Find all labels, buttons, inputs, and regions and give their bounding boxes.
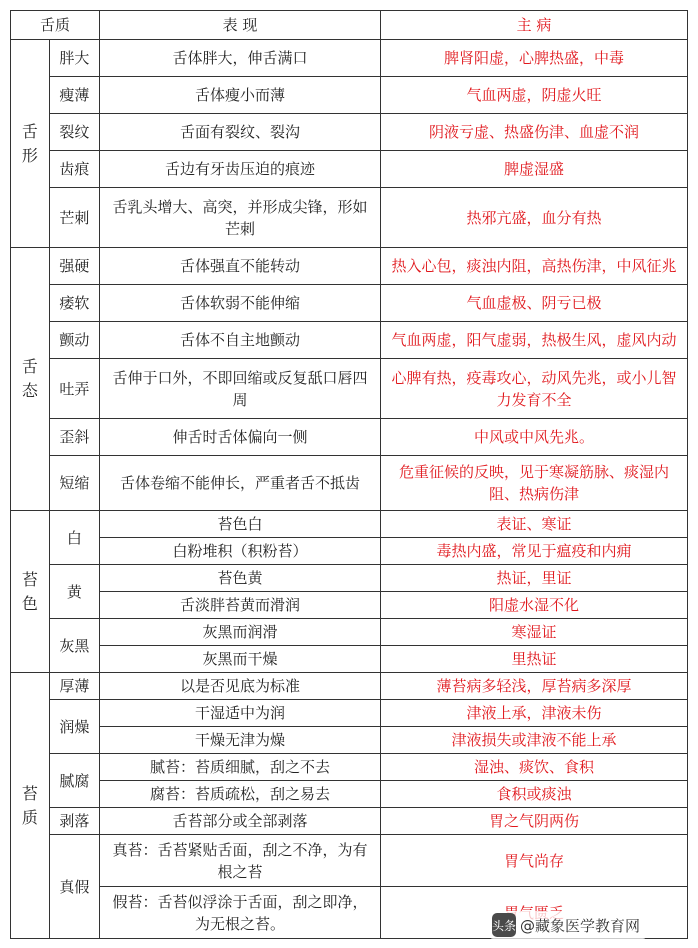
table-row — [11, 538, 688, 565]
row-main-disease: 气血两虚，阳气虚弱，热极生风，虚风内动 — [380, 322, 687, 359]
row-name: 黄 — [49, 565, 99, 619]
row-main-disease: 胃气尚存 — [380, 835, 687, 887]
row-name: 润燥 — [49, 700, 99, 754]
table-row — [11, 565, 688, 592]
row-manifestation: 舌体软弱不能伸缩 — [100, 285, 381, 322]
row-manifestation: 灰黑而润滑 — [100, 619, 381, 646]
row-main-disease: 湿浊、痰饮、食积 — [380, 754, 687, 781]
table-row — [11, 456, 688, 511]
row-manifestation: 干燥无津为燥 — [100, 727, 381, 754]
toutiao-logo-icon: 头条 — [492, 913, 516, 937]
row-manifestation: 舌体卷缩不能伸长，严重者舌不抵齿 — [100, 456, 381, 511]
table-row — [11, 673, 688, 700]
row-manifestation: 舌苔部分或全部剥落 — [100, 808, 381, 835]
header-tongue-quality: 舌质 — [11, 11, 100, 40]
row-main-disease: 危重征候的反映，见于寒凝筋脉、痰湿内阻、热病伤津 — [380, 456, 687, 511]
group-label-coat-color: 苔 色 — [11, 511, 50, 673]
row-name: 胖大 — [49, 40, 99, 77]
table-row — [11, 248, 688, 285]
table-row — [11, 40, 688, 77]
header-row — [11, 11, 688, 40]
table-row — [11, 727, 688, 754]
table-row — [11, 151, 688, 188]
table-row — [11, 754, 688, 781]
table-row — [11, 322, 688, 359]
table-row — [11, 511, 688, 538]
row-main-disease: 毒热内盛，常见于瘟疫和内痈 — [380, 538, 687, 565]
row-main-disease: 脾肾阳虚，心脾热盛，中毒 — [380, 40, 687, 77]
watermark-text: @藏象医学教育网 — [520, 916, 641, 935]
row-main-disease: 气血虚极、阴亏已极 — [380, 285, 687, 322]
row-manifestation: 假苔：舌苔似浮涂于舌面，刮之即净，为无根之苔。 — [100, 887, 381, 939]
table-row — [11, 646, 688, 673]
row-main-disease: 薄苔病多轻浅，厚苔病多深厚 — [380, 673, 687, 700]
table-row — [11, 285, 688, 322]
row-manifestation: 舌面有裂纹、裂沟 — [100, 114, 381, 151]
header-main-disease: 主 病 — [380, 11, 687, 40]
row-name: 吐弄 — [49, 359, 99, 419]
row-manifestation: 真苔：舌苔紧贴舌面，刮之不净，为有根之苔 — [100, 835, 381, 887]
row-main-disease: 热邪亢盛，血分有热 — [380, 188, 687, 248]
row-name: 真假 — [49, 835, 99, 939]
row-manifestation: 舌体胖大，伸舌满口 — [100, 40, 381, 77]
row-main-disease: 心脾有热，疫毒攻心，动风先兆，或小儿智力发育不全 — [380, 359, 687, 419]
row-manifestation: 白粉堆积（积粉苔） — [100, 538, 381, 565]
row-name: 腻腐 — [49, 754, 99, 808]
row-manifestation: 腻苔：苔质细腻，刮之不去 — [100, 754, 381, 781]
row-manifestation: 伸舌时舌体偏向一侧 — [100, 419, 381, 456]
row-manifestation: 腐苔：苔质疏松，刮之易去 — [100, 781, 381, 808]
row-main-disease: 食积或痰浊 — [380, 781, 687, 808]
row-main-disease: 阳虚水湿不化 — [380, 592, 687, 619]
row-main-disease: 表证、寒证 — [380, 511, 687, 538]
row-name: 裂纹 — [49, 114, 99, 151]
row-name: 灰黑 — [49, 619, 99, 673]
row-manifestation: 灰黑而干燥 — [100, 646, 381, 673]
row-main-disease: 脾虚湿盛 — [380, 151, 687, 188]
row-manifestation: 舌伸于口外，不即回缩或反复舐口唇四周 — [100, 359, 381, 419]
row-manifestation: 舌边有牙齿压迫的痕迹 — [100, 151, 381, 188]
row-manifestation: 苔色白 — [100, 511, 381, 538]
row-main-disease: 热入心包，痰浊内阻，高热伤津，中风征兆 — [380, 248, 687, 285]
row-manifestation: 舌淡胖苔黄而滑润 — [100, 592, 381, 619]
table-row — [11, 592, 688, 619]
table-row — [11, 781, 688, 808]
table-row — [11, 808, 688, 835]
row-name: 颤动 — [49, 322, 99, 359]
table-row — [11, 359, 688, 419]
row-name: 芒刺 — [49, 188, 99, 248]
row-name: 剥落 — [49, 808, 99, 835]
table-row — [11, 188, 688, 248]
row-manifestation: 舌乳头增大、高突，并形成尖锋，形如芒刺 — [100, 188, 381, 248]
row-main-disease: 寒湿证 — [380, 619, 687, 646]
row-main-disease: 津液损失或津液不能上承 — [380, 727, 687, 754]
row-main-disease: 胃之气阴两伤 — [380, 808, 687, 835]
row-main-disease: 阴液亏虚、热盛伤津、血虚不润 — [380, 114, 687, 151]
row-name: 白 — [49, 511, 99, 565]
row-name: 强硬 — [49, 248, 99, 285]
group-label-tongue-shape: 舌 形 — [11, 40, 50, 248]
row-manifestation: 舌体强直不能转动 — [100, 248, 381, 285]
table-row — [11, 419, 688, 456]
row-name: 瘦薄 — [49, 77, 99, 114]
row-name: 歪斜 — [49, 419, 99, 456]
row-name: 短缩 — [49, 456, 99, 511]
row-name: 齿痕 — [49, 151, 99, 188]
table-row — [11, 77, 688, 114]
row-name: 厚薄 — [49, 673, 99, 700]
row-manifestation: 干湿适中为润 — [100, 700, 381, 727]
group-label-coat-quality: 苔 质 — [11, 673, 50, 939]
row-main-disease: 气血两虚，阴虚火旺 — [380, 77, 687, 114]
row-main-disease: 中风或中风先兆。 — [380, 419, 687, 456]
tongue-diagnosis-table — [10, 10, 688, 939]
row-main-disease: 热证，里证 — [380, 565, 687, 592]
row-manifestation: 舌体瘦小而薄 — [100, 77, 381, 114]
header-manifestation: 表 现 — [100, 11, 381, 40]
source-watermark — [490, 911, 646, 939]
row-manifestation: 苔色黄 — [100, 565, 381, 592]
row-main-disease: 里热证 — [380, 646, 687, 673]
row-manifestation: 舌体不自主地颤动 — [100, 322, 381, 359]
table-row — [11, 619, 688, 646]
table-row — [11, 114, 688, 151]
row-name: 痿软 — [49, 285, 99, 322]
table-row — [11, 835, 688, 887]
row-main-disease: 津液上承，津液未伤 — [380, 700, 687, 727]
table-row — [11, 700, 688, 727]
group-label-tongue-state: 舌 态 — [11, 248, 50, 511]
row-manifestation: 以是否见底为标准 — [100, 673, 381, 700]
